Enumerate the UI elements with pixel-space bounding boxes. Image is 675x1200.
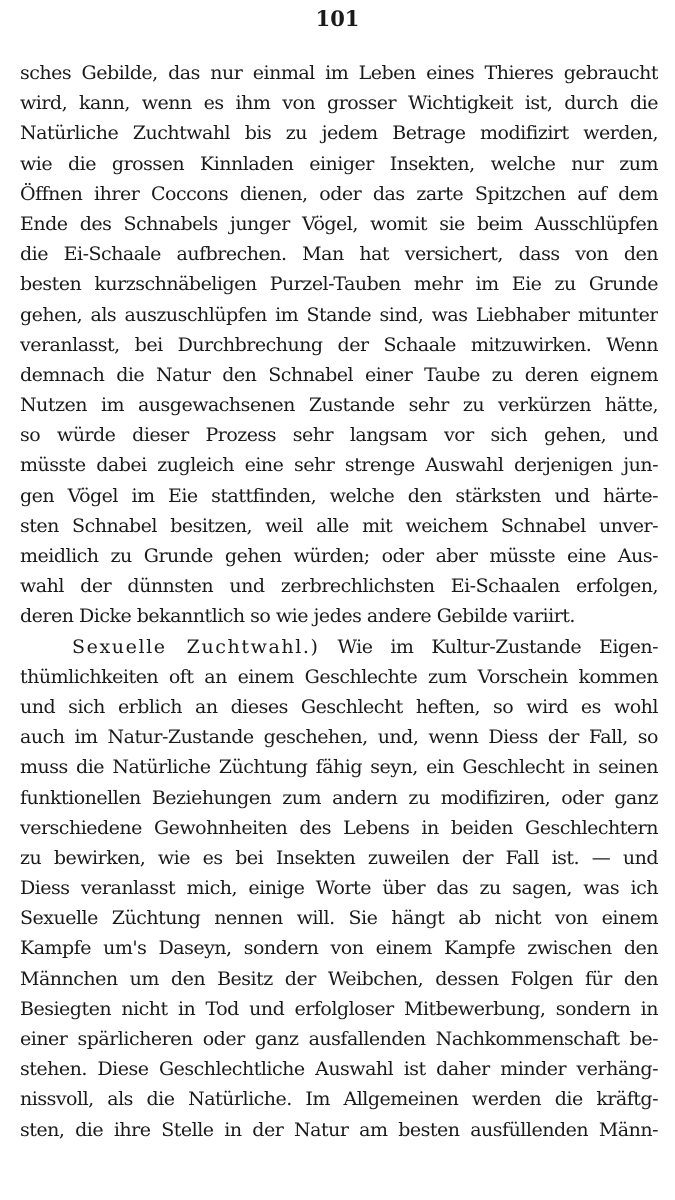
text-line: muss die Natürliche Züchtung fähig seyn, ein Geschlecht in seinen — [20, 756, 658, 779]
text-line: besten kurzschnäbeligen Purzel-Tauben mehr im Eie zu Grunde — [20, 273, 658, 296]
text-line: stehen. Diese Geschlechtliche Auswahl ist daher minder verhäng- — [20, 1058, 658, 1081]
text-line: funktionellen Beziehungen zum andern zu modifiziren, oder ganz — [20, 786, 658, 809]
page-number: 101 — [315, 6, 360, 31]
text-line: sten Schnabel besitzen, weil alle mit weichem Schnabel unver- — [20, 514, 658, 537]
text-line: auch im Natur-Zustande geschehen, und, wenn Diess der Fall, so — [20, 726, 658, 749]
text-line: gen Vögel im Eie stattfinden, welche den stärksten und härte- — [20, 484, 658, 507]
text-line: veranlasst, bei Durchbrechung der Schaale mitzuwirken. Wenn — [20, 333, 658, 356]
text-line: Natürliche Zuchtwahl bis zu jedem Betrage modifizirt werden, — [20, 122, 658, 145]
text-line: thümlichkeiten oft an einem Geschlechte zum Vorschein kommen — [20, 665, 658, 688]
text-line: sches Gebilde, das nur einmal im Leben eines Thieres gebraucht — [20, 62, 658, 84]
text-line: demnach die Natur den Schnabel einer Taube zu deren eignem — [20, 363, 658, 386]
text-line: Öffnen ihrer Coccons dienen, oder das zarte Spitzchen auf dem — [20, 182, 658, 205]
text-line: sten, die ihre Stelle in der Natur am besten ausfüllenden Männ- — [20, 1118, 658, 1141]
text-line: Sexuelle Züchtung nennen will. Sie hängt ab nicht von einem — [20, 907, 658, 930]
text-line: so würde dieser Prozess sehr langsam vor sich gehen, und — [20, 424, 658, 447]
paragraph-last-line: deren Dicke bekanntlich so wie jedes andere Gebilde variirt. — [20, 605, 575, 628]
text-line: wie die grossen Kinnladen einiger Insekten, welche nur zum — [20, 152, 658, 175]
text-line: die Ei-Schaale aufbrechen. Man hat versichert, dass von den — [20, 243, 658, 266]
text-line: zu bewirken, wie es bei Insekten zuweilen der Fall ist. — und — [20, 846, 658, 869]
text-line: Ende des Schnabels junger Vögel, womit sie beim Ausschlüpfen — [20, 212, 658, 235]
text-line: Männchen um den Besitz der Weibchen, dessen Folgen für den — [20, 967, 658, 990]
text-line: müsste dabei zugleich eine sehr strenge Auswahl derjenigen jun- — [20, 454, 658, 477]
text-line: nissvoll, als die Natürliche. Im Allgemeinen werden die kräftg- — [20, 1088, 658, 1111]
text-line: Besiegten nicht in Tod und erfolgloser Mitbewerbung, sondern in — [20, 997, 658, 1020]
section-first-line-text: Wie im Kultur-Zustande Eigen- — [337, 635, 658, 658]
section-first-line — [20, 632, 658, 662]
body-text — [20, 58, 658, 1145]
text-line: verschiedene Gewohnheiten des Lebens in beiden Geschlechtern — [20, 816, 658, 839]
text-line: wird, kann, wenn es ihm von grosser Wichtigkeit ist, durch die — [20, 92, 658, 115]
text-line: Diess veranlasst mich, einige Worte über das zu sagen, was ich — [20, 877, 658, 900]
text-line: meidlich zu Grunde gehen würden; oder aber müsste eine Aus- — [20, 545, 658, 567]
text-line: Nutzen im ausgewachsenen Zustande sehr zu verkürzen hätte, — [20, 394, 658, 417]
text-line: wahl der dünnsten und zerbrechlichsten Ei-Schaalen erfolgen, — [20, 575, 658, 598]
text-line: einer spärlicheren oder ganz ausfallenden Nachkommenschaft be- — [20, 1028, 658, 1050]
text-line: Kampfe um's Daseyn, sondern von einem Kampfe zwischen den — [20, 937, 658, 960]
text-line: und sich erblich an dieses Geschlecht heften, so wird es wohl — [20, 695, 658, 718]
section-heading: Sexuelle Zuchtwahl.) — [72, 635, 320, 658]
text-line: gehen, als auszuschlüpfen im Stande sind, was Liebhaber mitunter — [20, 303, 658, 326]
